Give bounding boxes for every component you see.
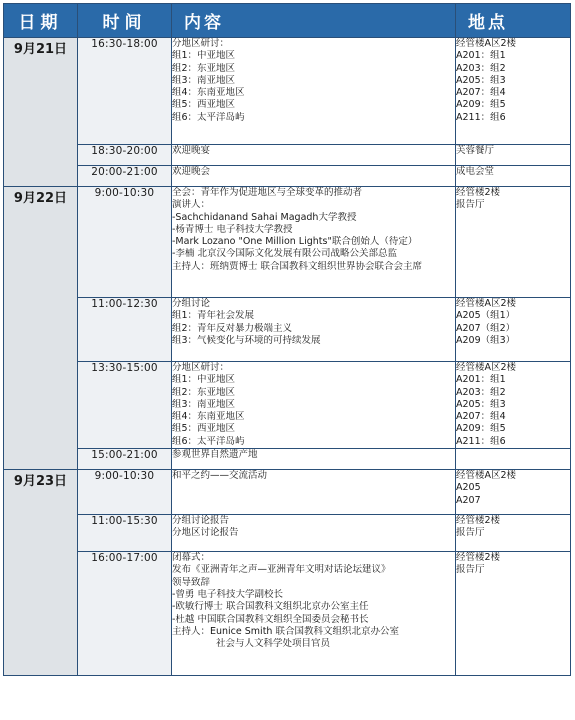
session-row	[4, 515, 571, 552]
content-line: 分地区讨论报告	[172, 527, 239, 539]
location-cell	[456, 187, 571, 298]
location-cell	[456, 449, 571, 470]
location-line: 报告厅	[456, 199, 485, 211]
location-line: A201：组1	[456, 374, 506, 386]
location-cell	[456, 515, 571, 552]
content-line: 分组讨论报告	[172, 515, 230, 527]
session-row	[4, 145, 571, 166]
content-line: 欢迎晚会	[172, 166, 211, 177]
content-line: -李楠 北京汉今国际文化发展有限公司战略公关部总监	[172, 248, 397, 260]
session-row	[4, 470, 571, 515]
content-cell	[172, 449, 456, 470]
content-line: -Sachchidanand Sahai Magadh大学教授	[172, 211, 357, 223]
header-day: 日期	[4, 4, 78, 38]
location-cell	[456, 552, 571, 676]
time-cell: 11:00-12:30	[78, 298, 172, 362]
location-line: 经管楼2楼	[456, 552, 501, 564]
location-line: A209：组5	[456, 423, 506, 435]
time-cell: 16:00-17:00	[78, 552, 172, 676]
content-cell	[172, 515, 456, 552]
content-line: 组1：中亚地区	[172, 374, 236, 386]
location-line: A203：组2	[456, 386, 506, 398]
location-line: A209：组5	[456, 99, 506, 111]
header-location: 地点	[456, 4, 571, 38]
location-line: A207	[456, 494, 481, 506]
content-line: -杨青博士 电子科技大学教授	[172, 223, 293, 235]
location-line: A205：组3	[456, 74, 506, 86]
location-line: 经管楼A区2楼	[456, 470, 517, 482]
content-line: 主持人：Eunice Smith 联合国教科文组织北京办公室	[172, 625, 399, 637]
content-line: 主持人：班纳贾博士 联合国教科文组织世界协会联合会主席	[172, 260, 423, 272]
time-cell: 20:00-21:00	[78, 166, 172, 187]
time-cell: 15:00-21:00	[78, 449, 172, 470]
content-cell	[172, 38, 456, 145]
content-cell	[172, 470, 456, 515]
header-row	[4, 4, 571, 38]
content-line: 组2：青年反对暴力极端主义	[172, 322, 293, 334]
session-row	[4, 187, 571, 298]
session-row	[4, 38, 571, 145]
header-content: 内容	[172, 4, 456, 38]
content-line: 和平之约——交流活动	[172, 470, 268, 482]
location-line: 报告厅	[456, 527, 485, 539]
content-line: 组1：中亚地区	[172, 50, 236, 62]
content-line: 组5：西亚地区	[172, 99, 236, 111]
content-line: 欢迎晚宴	[172, 145, 211, 156]
content-cell	[172, 187, 456, 298]
location-line: A211：组6	[456, 435, 506, 447]
location-line: 经管楼2楼	[456, 187, 501, 198]
content-line: -曾勇 电子科技大学副校长	[172, 588, 283, 600]
content-line: 组5：西亚地区	[172, 423, 236, 435]
content-line: 组2：东亚地区	[172, 62, 236, 74]
time-cell: 9:00-10:30	[78, 470, 172, 515]
content-line: 发布《亚洲青年之声—亚洲青年文明对话论坛建议》	[172, 564, 391, 576]
content-line: 组1：青年社会发展	[172, 310, 255, 322]
content-cell	[172, 298, 456, 362]
content-cell	[172, 145, 456, 166]
time-cell: 16:30-18:00	[78, 38, 172, 145]
content-line: 参观世界自然遗产地	[172, 449, 258, 461]
location-line: 经管楼A区2楼	[456, 38, 517, 49]
content-line: 闭幕式：	[172, 552, 211, 564]
session-row	[4, 552, 571, 676]
location-line: 经管楼2楼	[456, 515, 501, 527]
content-line: 分组讨论	[172, 298, 211, 309]
location-cell	[456, 298, 571, 362]
location-line: A207（组2）	[456, 322, 516, 334]
time-cell: 9:00-10:30	[78, 187, 172, 298]
location-line: A211：组6	[456, 111, 506, 123]
content-line: 分地区研讨：	[172, 362, 230, 373]
location-line: 经管楼A区2楼	[456, 362, 517, 373]
schedule-table	[3, 3, 571, 676]
content-line: 组6：太平洋岛屿	[172, 435, 245, 447]
location-cell	[456, 38, 571, 145]
location-cell	[456, 145, 571, 166]
content-line: 组4：东南亚地区	[172, 87, 245, 99]
header-time: 时间	[78, 4, 172, 38]
content-line: 组6：太平洋岛屿	[172, 111, 245, 123]
day-cell: 9月23日	[4, 470, 78, 676]
location-cell	[456, 362, 571, 449]
day-cell: 9月22日	[4, 187, 78, 470]
content-line: 组3：南亚地区	[172, 74, 236, 86]
session-row	[4, 166, 571, 187]
content-line: 组3：南亚地区	[172, 398, 236, 410]
content-line: -Mark Lozano "One Million Lights"联合创始人（待定）	[172, 236, 418, 248]
content-line: 组2：东亚地区	[172, 386, 236, 398]
location-cell	[456, 166, 571, 187]
location-line: 芙蓉餐厅	[456, 145, 495, 156]
location-line: A207：组4	[456, 87, 506, 99]
location-line: A209（组3）	[456, 334, 516, 346]
content-line: 领导致辞	[172, 576, 211, 588]
location-cell	[456, 470, 571, 515]
session-row	[4, 449, 571, 470]
location-line: A205：组3	[456, 398, 506, 410]
content-line: 全会：青年作为促进地区与全球变革的推动者	[172, 187, 363, 198]
location-line: A205	[456, 482, 481, 494]
content-line: 演讲人：	[172, 199, 211, 211]
content-line: 组4：东南亚地区	[172, 411, 245, 423]
location-line: 成电会堂	[456, 166, 495, 177]
content-cell	[172, 166, 456, 187]
content-cell	[172, 552, 456, 676]
location-line: 报告厅	[456, 564, 485, 576]
session-row	[4, 298, 571, 362]
time-cell: 13:30-15:00	[78, 362, 172, 449]
content-line: -杜越 中国联合国教科文组织全国委员会秘书长	[172, 613, 369, 625]
location-line: A201：组1	[456, 50, 506, 62]
content-line: -欧敏行博士 联合国教科文组织北京办公室主任	[172, 601, 369, 613]
session-row	[4, 362, 571, 449]
schedule-body	[4, 38, 571, 676]
content-line: 社会与人文科学处项目官员	[216, 638, 331, 650]
time-cell: 11:00-15:30	[78, 515, 172, 552]
content-line: 分地区研讨：	[172, 38, 230, 49]
location-line: 经管楼A区2楼	[456, 298, 517, 309]
location-line: A207：组4	[456, 411, 506, 423]
location-line: A205（组1）	[456, 310, 516, 322]
content-cell	[172, 362, 456, 449]
content-line: 组3：气候变化与环境的可持续发展	[172, 334, 321, 346]
time-cell: 18:30-20:00	[78, 145, 172, 166]
day-cell: 9月21日	[4, 38, 78, 187]
location-line: A203：组2	[456, 62, 506, 74]
